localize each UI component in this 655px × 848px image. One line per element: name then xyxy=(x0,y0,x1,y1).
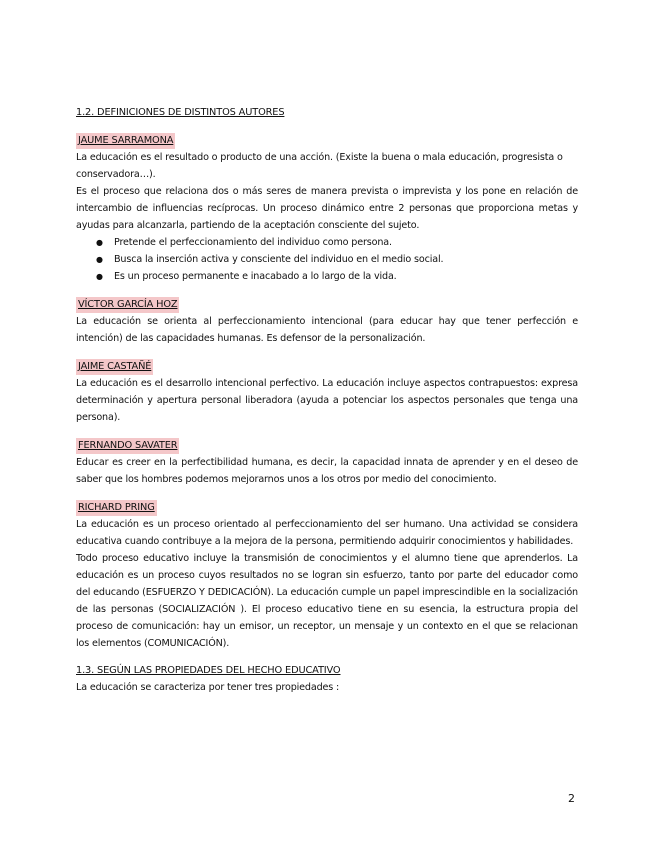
paragraph: La educación es el resultado o producto de una acción. (Existe la buena o mala educación, progresista o conservadora…). xyxy=(76,152,563,180)
list-item-text: Es un proceso permanente e inacabado a lo largo de la vida. xyxy=(114,271,397,282)
bullet-icon: ● xyxy=(96,255,103,264)
author-name: JAIME CASTAÑÉ xyxy=(76,359,153,375)
paragraph: La educación se orienta al perfeccionamiento intencional (para educar hay que tener perfección e intención) de las capacidades humanas. Es defensor de la personalización. xyxy=(76,316,578,344)
section-title-1-3: 1.3. SEGÚN LAS PROPIEDADES DEL HECHO EDUCATIVO xyxy=(76,665,341,676)
bullet-icon: ● xyxy=(96,238,103,247)
paragraph: Todo proceso educativo incluye la transmisión de conocimientos y el alumno tiene que aprenderlos. La educación es un proceso cuyos resultados no se logran sin esfuerzo, tanto por parte del educador como del educando (ESFUERZO Y DEDICACIÓN). La educación cumple un papel imprescindible en la socialización de las personas (SOCIALIZACIÓN ). El proceso educativo tiene en su esencia, la estructura propia del proceso de comunicación: hay un emisor, un receptor, un mensaje y un contexto en el que se relacionan los elementos (COMUNICACIÓN). xyxy=(76,553,578,649)
list-item xyxy=(96,234,578,251)
paragraph: La educación es un proceso orientado al perfeccionamiento del ser humano. Una actividad se considera educativa cuando contribuye a la mejora de la persona, permitiendo adquirir conocimientos y habilidades. xyxy=(76,519,578,547)
author-block-castane xyxy=(76,358,578,426)
section-1-3 xyxy=(76,662,578,696)
author-name: VÍCTOR GARCÍA HOZ xyxy=(76,297,179,313)
list-item-text: Busca la inserción activa y consciente del individuo en el medio social. xyxy=(114,254,444,265)
author-block-savater xyxy=(76,437,578,488)
list-item xyxy=(96,268,578,285)
author-name: FERNANDO SAVATER xyxy=(76,438,179,454)
paragraph: La educación es el desarrollo intencional perfectivo. La educación incluye aspectos contrapuestos: expresa determinación y apertura personal liberadora (ayuda a potenciar los aspectos personales que tenga una persona). xyxy=(76,378,578,423)
paragraph: La educación se caracteriza por tener tres propiedades : xyxy=(76,682,340,693)
list-item xyxy=(96,251,578,268)
author-name: JAUME SARRAMONA xyxy=(76,133,175,149)
paragraph: Educar es creer en la perfectibilidad humana, es decir, la capacidad innata de aprender y en el deseo de saber que los hombres podemos mejorarnos unos a los otros por medio del conocimiento. xyxy=(76,457,578,485)
author-block-pring xyxy=(76,499,578,652)
bullet-list xyxy=(76,234,578,285)
list-item-text: Pretende el perfeccionamiento del individuo como persona. xyxy=(114,237,392,248)
author-block-garcia-hoz xyxy=(76,296,578,347)
author-block-sarramona xyxy=(76,132,578,285)
page-content xyxy=(76,104,578,696)
page-number: 2 xyxy=(568,792,575,805)
paragraph: Es el proceso que relaciona dos o más seres de manera prevista o imprevista y los pone en relación de intercambio de influencias recíprocas. Un proceso dinámico entre 2 personas que proporciona metas y ayudas para alcanzarla, partiendo de la aceptación consciente del sujeto. xyxy=(76,186,578,231)
author-name: RICHARD PRING xyxy=(76,500,157,516)
bullet-icon: ● xyxy=(96,272,103,281)
section-title-1-2: 1.2. DEFINICIONES DE DISTINTOS AUTORES xyxy=(76,107,285,118)
